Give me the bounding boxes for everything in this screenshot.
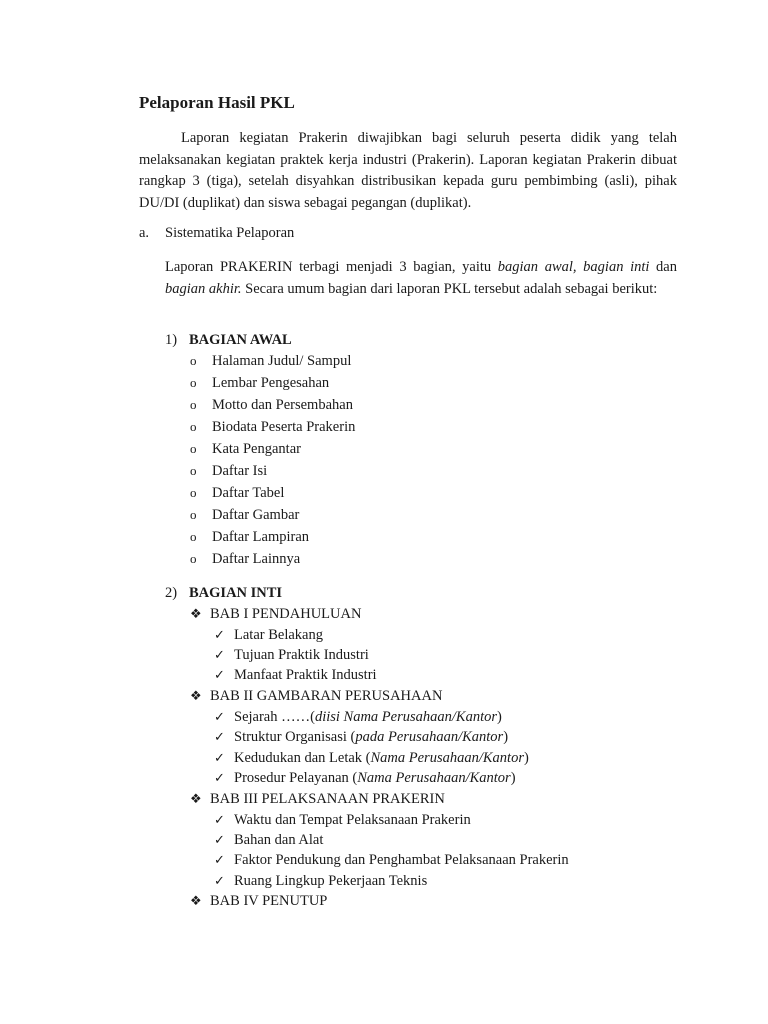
list-item: [190, 441, 301, 458]
check-icon: ✓: [214, 729, 225, 744]
heading-number: 1): [165, 332, 178, 348]
check-icon: ✓: [214, 832, 225, 847]
bab-heading: [190, 606, 361, 623]
bab-heading: [190, 688, 442, 705]
list-item-text: Halaman Judul/ Sampul: [212, 353, 352, 369]
circle-bullet-icon: o: [190, 507, 197, 522]
check-icon: ✓: [214, 812, 225, 827]
section-a-heading: [139, 225, 294, 242]
list-item: [214, 667, 377, 684]
list-item-text: Sejarah ……(: [234, 709, 315, 725]
para2-italic-1: bagian awal, bagian inti: [497, 259, 650, 275]
bab-heading: [190, 791, 445, 808]
list-item-text: Latar Belakang: [234, 627, 323, 643]
check-icon: ✓: [214, 647, 225, 662]
diamond-bullet-icon: ❖: [190, 893, 202, 908]
list-item-text: Manfaat Praktik Industri: [234, 667, 377, 683]
list-item: [190, 485, 284, 502]
circle-bullet-icon: o: [190, 419, 197, 434]
list-item: [214, 729, 508, 746]
list-item: [190, 463, 267, 480]
list-item-end: ): [503, 729, 509, 745]
list-item: [214, 750, 529, 767]
intro-paragraph: [139, 128, 677, 214]
list-item-text: Daftar Lainnya: [212, 551, 301, 567]
check-icon: ✓: [214, 667, 225, 682]
circle-bullet-icon: o: [190, 375, 197, 390]
para2-text-1: Laporan PRAKERIN terbagi menjadi 3 bagian, yaitu: [165, 259, 498, 275]
heading-label: BAGIAN AWAL: [189, 332, 292, 348]
check-icon: ✓: [214, 770, 225, 785]
list-item: [190, 551, 300, 568]
bab-heading: [190, 893, 327, 910]
circle-bullet-icon: o: [190, 397, 197, 412]
list-item-text: Ruang Lingkup Pekerjaan Teknis: [234, 873, 428, 889]
list-item-text: Kedudukan dan Letak (: [234, 750, 371, 766]
list-item: [214, 709, 502, 726]
list-item: [190, 397, 353, 414]
list-item-text: Motto dan Persembahan: [212, 397, 353, 413]
list-item-end: ): [523, 750, 529, 766]
diamond-bullet-icon: ❖: [190, 688, 202, 703]
para2-text-3: Secara umum bagian dari laporan PKL tersebut adalah sebagai berikut:: [241, 280, 658, 297]
list-item-italic: pada Perusahaan/Kantor: [355, 729, 504, 745]
list-item: [190, 507, 299, 524]
list-item-text: Bahan dan Alat: [234, 832, 324, 848]
list-item: [214, 812, 471, 829]
circle-bullet-icon: o: [190, 463, 197, 478]
bagian-awal-heading: [165, 332, 292, 349]
list-item-end: ): [497, 709, 502, 725]
list-item: [190, 529, 309, 546]
check-icon: ✓: [214, 873, 225, 888]
list-item: [214, 627, 323, 644]
bab-label: BAB II GAMBARAN PERUSAHAAN: [210, 688, 443, 704]
list-item-text: Biodata Peserta Prakerin: [212, 419, 356, 435]
bab-label: BAB I PENDAHULUAN: [210, 606, 362, 622]
intro-text: Laporan kegiatan Prakerin diwajibkan bagi seluruh peserta didik yang telah melaksanakan kegiatan praktek kerja industri (Prakerin). Laporan kegiatan Prakerin dibuat rangkap 3 (tiga), setelah disyahkan distribusikan kepada guru pembimbing (asli), pihak DU/DI (duplikat) dan siswa sebagai pegangan (duplikat).: [139, 130, 677, 211]
list-item: [214, 873, 427, 890]
list-item-text: Lembar Pengesahan: [212, 375, 330, 391]
list-item: [190, 419, 355, 436]
list-item-text: Daftar Gambar: [212, 507, 300, 523]
circle-bullet-icon: o: [190, 529, 197, 544]
list-item-italic: Nama Perusahaan/Kantor: [357, 770, 511, 786]
list-item-end: ): [510, 770, 516, 786]
check-icon: ✓: [214, 852, 225, 867]
section-marker: a.: [139, 225, 150, 241]
check-icon: ✓: [214, 750, 225, 765]
list-item: [190, 353, 351, 370]
list-item: [214, 770, 516, 787]
list-item: [214, 852, 569, 869]
list-item: [214, 647, 369, 664]
list-item-text: Daftar Isi: [212, 463, 268, 479]
list-item-text: Struktur Organisasi (: [234, 729, 356, 745]
para2-italic-2: bagian akhir.: [165, 280, 242, 297]
heading-number: 2): [165, 585, 178, 601]
list-item-text: Faktor Pendukung dan Penghambat Pelaksanaan Prakerin: [234, 852, 569, 868]
check-icon: ✓: [214, 627, 225, 642]
list-item-text: Kata Pengantar: [212, 441, 301, 457]
list-item-text: Prosedur Pelayanan (: [234, 770, 358, 786]
diamond-bullet-icon: ❖: [190, 791, 202, 806]
check-icon: ✓: [214, 709, 225, 724]
list-item: [190, 375, 329, 392]
circle-bullet-icon: o: [190, 441, 197, 456]
diamond-bullet-icon: ❖: [190, 606, 202, 621]
circle-bullet-icon: o: [190, 353, 197, 368]
para2-text-2: dan: [649, 259, 677, 275]
page-title: Pelaporan Hasil PKL: [139, 93, 295, 112]
list-item-italic: diisi Nama Perusahaan/Kantor: [314, 709, 498, 725]
bab-label: BAB III PELAKSANAAN PRAKERIN: [210, 791, 445, 807]
circle-bullet-icon: o: [190, 551, 197, 566]
list-item-text: Tujuan Praktik Industri: [234, 647, 369, 663]
list-item-text: Daftar Lampiran: [212, 529, 310, 545]
bab-label: BAB IV PENUTUP: [210, 893, 328, 909]
section-a-paragraph: [165, 257, 677, 300]
circle-bullet-icon: o: [190, 485, 197, 500]
list-item-text: Daftar Tabel: [212, 485, 285, 501]
bagian-inti-heading: [165, 585, 282, 602]
section-label: Sistematika Pelaporan: [165, 225, 295, 241]
list-item-italic: Nama Perusahaan/Kantor: [370, 750, 524, 766]
list-item-text: Waktu dan Tempat Pelaksanaan Prakerin: [234, 812, 471, 828]
list-item: [214, 832, 323, 849]
heading-label: BAGIAN INTI: [189, 585, 283, 601]
